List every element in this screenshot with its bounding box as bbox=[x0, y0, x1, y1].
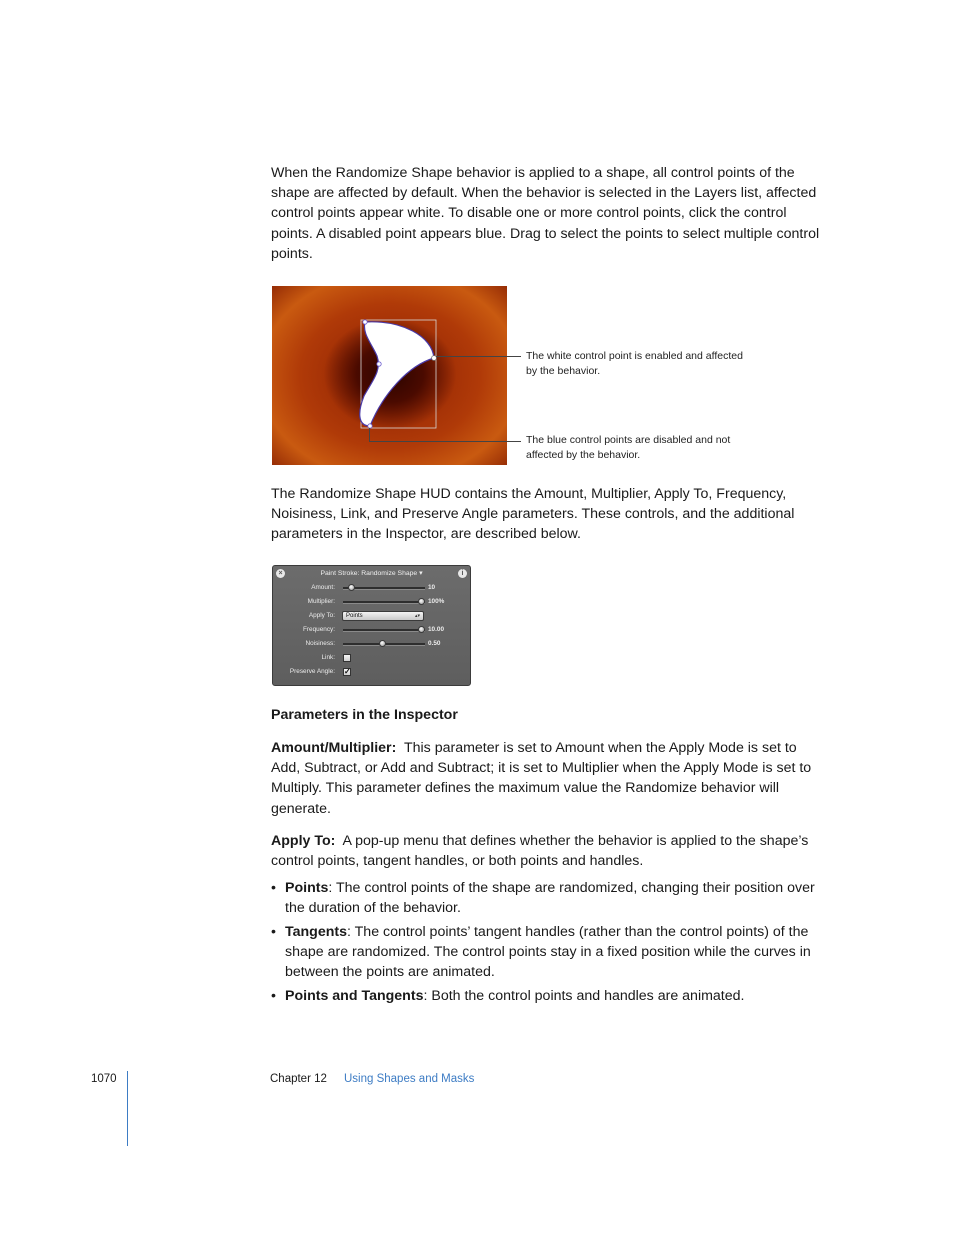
blue-control-point bbox=[363, 320, 367, 324]
leader-line-blue-vertical bbox=[369, 428, 370, 441]
hud-row-link bbox=[273, 652, 470, 664]
shape-outline bbox=[360, 322, 434, 426]
noisiness-value[interactable]: 0.50 bbox=[428, 640, 441, 647]
preserve-angle-label: Preserve Angle: bbox=[289, 668, 335, 675]
frequency-value[interactable]: 10.00 bbox=[428, 626, 444, 633]
multiplier-value[interactable]: 100% bbox=[428, 598, 445, 605]
amount-label: Amount: bbox=[311, 584, 335, 591]
intro-paragraph: When the Randomize Shape behavior is applied to a shape, all control points of the shape are affected by default. When the behavior is selected in the Layers list, affected control points appear white. To disable one or more control points, click the control points. A disabled point appears blue. Drag to select the points to select multiple control points. bbox=[271, 165, 820, 262]
apply-to-label: Apply To: bbox=[308, 612, 335, 619]
frequency-label: Frequency: bbox=[303, 626, 335, 633]
link-label: Link: bbox=[321, 654, 335, 661]
multiplier-slider-thumb[interactable] bbox=[418, 598, 425, 605]
leader-line-white bbox=[436, 356, 521, 357]
multiplier-label: Multiplier: bbox=[307, 598, 335, 605]
preserve-angle-checkbox[interactable]: ✓ bbox=[344, 667, 351, 676]
hud-row-multiplier bbox=[273, 596, 470, 608]
multiplier-slider[interactable] bbox=[343, 601, 425, 604]
blue-control-point bbox=[377, 362, 381, 366]
updown-arrows-icon: ▴▾ bbox=[414, 613, 420, 619]
bullet-text: : The control points of the shape are randomized, changing their position over the duration of the behavior. bbox=[285, 880, 815, 916]
amount-multiplier-term: Amount/Multiplier: bbox=[271, 740, 397, 756]
bullet-term: Points bbox=[285, 880, 329, 896]
footer-chapter-title[interactable]: Using Shapes and Masks bbox=[344, 1073, 475, 1085]
section-heading: Parameters in the Inspector bbox=[271, 707, 458, 723]
hud-row-apply-to bbox=[273, 610, 470, 622]
bullet-text: : The control points’ tangent handles (rather than the control points) of the shape are randomized. The control points stay in a fixed position while the curves in between the points are animated. bbox=[285, 924, 811, 980]
bullet-glyph: • bbox=[271, 880, 276, 896]
shape-illustration bbox=[272, 286, 507, 465]
apply-to-selected: Points bbox=[346, 613, 363, 619]
list-item bbox=[271, 878, 823, 918]
noisiness-label: Noisiness: bbox=[305, 640, 335, 647]
apply-to-text: A pop-up menu that defines whether the behavior is applied to the shape’s control points, tangent handles, or both points and handles. bbox=[271, 833, 809, 870]
bullet-text: : Both the control points and handles are animated. bbox=[423, 988, 745, 1004]
hud-row-frequency bbox=[273, 624, 470, 636]
footer-divider bbox=[127, 1071, 128, 1146]
callout-blue-points: The blue control points are disabled and not affected by the behavior. bbox=[526, 434, 731, 461]
list-item bbox=[271, 922, 823, 982]
hud-title[interactable] bbox=[273, 568, 470, 580]
info-icon[interactable]: i bbox=[458, 569, 467, 578]
amount-multiplier-text: This parameter is set to Amount when the Apply Mode is set to Add, Subtract, or Add and Subtract; it is set to Multiplier when the Apply Mode is set to Multiply. This parameter defines the maximum value the Randomize behavior will generate. bbox=[271, 740, 812, 817]
hud-row-noisiness bbox=[273, 638, 470, 650]
link-checkbox[interactable] bbox=[343, 654, 351, 662]
apply-to-term: Apply To: bbox=[271, 833, 336, 849]
close-icon[interactable]: × bbox=[276, 569, 285, 578]
apply-to-popup[interactable] bbox=[342, 611, 424, 621]
hud-row-amount bbox=[273, 582, 470, 594]
bullet-glyph: • bbox=[271, 988, 276, 1004]
hud-paragraph: The Randomize Shape HUD contains the Amount, Multiplier, Apply To, Frequency, Noisiness, Link, and Preserve Angle parameters. These controls, and the additional parameters in the Inspector, are described below. bbox=[271, 486, 795, 543]
frequency-slider[interactable] bbox=[343, 629, 425, 632]
chevron-down-icon: ▾ bbox=[419, 570, 423, 577]
amount-slider[interactable] bbox=[343, 587, 425, 590]
apply-to-paragraph bbox=[271, 831, 823, 871]
amount-value[interactable]: 10 bbox=[428, 584, 436, 591]
shape-svg bbox=[272, 286, 507, 465]
noisiness-slider-thumb[interactable] bbox=[379, 640, 386, 647]
list-item bbox=[271, 986, 823, 1006]
leader-line-blue bbox=[369, 441, 521, 442]
amount-multiplier-paragraph bbox=[271, 738, 823, 819]
bullet-term: Points and Tangents bbox=[285, 988, 424, 1004]
footer-chapter-label: Chapter 12 bbox=[270, 1073, 327, 1085]
page-number: 1070 bbox=[91, 1073, 117, 1085]
callout-white-point: The white control point is enabled and affected by the behavior. bbox=[526, 350, 743, 377]
bullet-glyph: • bbox=[271, 924, 276, 940]
bullet-term: Tangents bbox=[285, 924, 348, 940]
randomize-shape-hud bbox=[272, 565, 471, 686]
hud-title-text: Paint Stroke: Randomize Shape bbox=[320, 570, 418, 577]
hud-row-preserve-angle bbox=[273, 666, 470, 678]
amount-slider-thumb[interactable] bbox=[348, 584, 355, 591]
frequency-slider-thumb[interactable] bbox=[418, 626, 425, 633]
